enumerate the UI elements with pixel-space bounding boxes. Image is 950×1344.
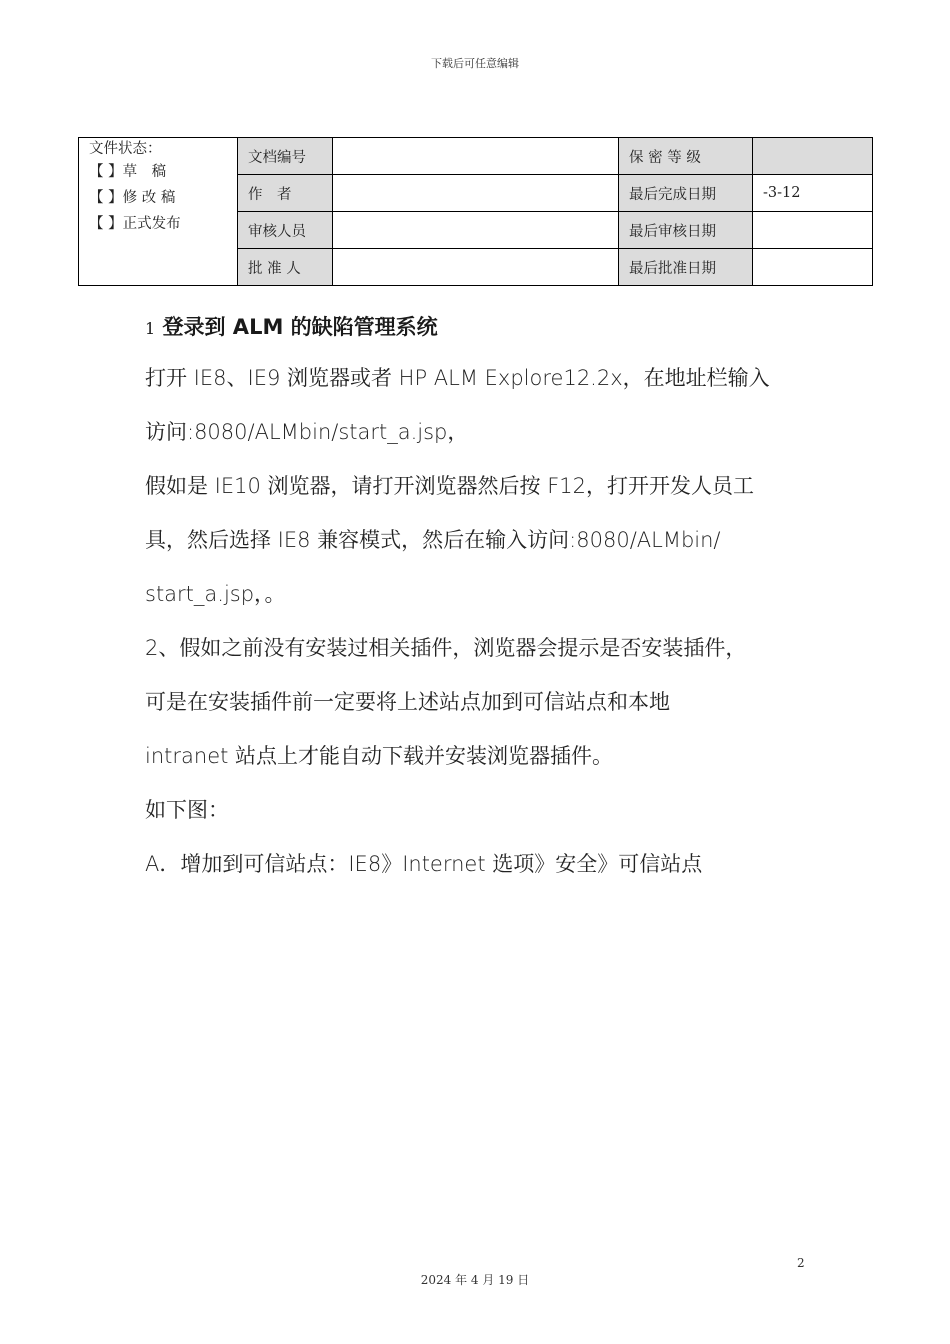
paragraph-line: 访问:8080/ALMbin/start_a.jsp， xyxy=(145,420,469,444)
status-option-draft: 【 】草 稿 xyxy=(89,164,167,180)
approver-label: 批 准 人 xyxy=(238,249,333,286)
doc-number-value xyxy=(333,138,619,175)
paragraph-line: 假如是 IE10 浏览器，请打开浏览器然后按 F12，打开开发人员工 xyxy=(145,474,755,498)
page-number: 2 xyxy=(797,1256,805,1270)
paragraph-line: 打开 IE8、IE9 浏览器或者 HP ALM Explore12.2x，在地址栏输入 xyxy=(145,366,770,390)
status-option-revision: 【 】修 改 稿 xyxy=(89,190,176,206)
document-info-table xyxy=(78,137,873,286)
paragraph-line: A．增加到可信站点：IE8》Internet 选项》安全》可信站点 xyxy=(145,852,703,876)
completion-date-label: 最后完成日期 xyxy=(619,175,753,212)
table-row xyxy=(79,138,873,175)
status-option-release: 【 】正式发布 xyxy=(89,216,181,232)
file-status-title: 文件状态： xyxy=(89,141,162,157)
approval-date-label: 最后批准日期 xyxy=(619,249,753,286)
paragraph-line: 如下图： xyxy=(145,798,229,822)
page-header: 下载后可任意编辑 xyxy=(431,57,519,70)
approval-date-value xyxy=(753,249,873,286)
section-title: 登录到 ALM 的缺陷管理系统 xyxy=(162,315,438,339)
approver-value xyxy=(333,249,619,286)
completion-date-value: -3-12 xyxy=(753,175,873,212)
reviewer-value xyxy=(333,212,619,249)
footer-date: 2024 年 4 月 19 日 xyxy=(420,1273,530,1287)
paragraph-line: start_a.jsp，。 xyxy=(145,582,286,606)
doc-number-label: 文档编号 xyxy=(238,138,333,175)
security-level-value xyxy=(753,138,873,175)
main-content xyxy=(145,303,825,891)
paragraph-line: 2、假如之前没有安装过相关插件，浏览器会提示是否安装插件， xyxy=(145,636,747,660)
author-label: 作 者 xyxy=(238,175,333,212)
paragraph-line: intranet 站点上才能自动下载并安装浏览器插件。 xyxy=(145,744,614,768)
author-value xyxy=(333,175,619,212)
section-number: 1 xyxy=(145,319,156,338)
review-date-label: 最后审核日期 xyxy=(619,212,753,249)
paragraph-line: 具，然后选择 IE8 兼容模式，然后在输入访问:8080/ALMbin/ xyxy=(145,528,721,552)
paragraph-line: 可是在安装插件前一定要将上述站点加到可信站点和本地 xyxy=(145,690,670,714)
reviewer-label: 审核人员 xyxy=(238,212,333,249)
section-heading xyxy=(145,303,825,351)
file-status-cell xyxy=(79,138,238,286)
review-date-value xyxy=(753,212,873,249)
security-level-label: 保 密 等 级 xyxy=(619,138,753,175)
